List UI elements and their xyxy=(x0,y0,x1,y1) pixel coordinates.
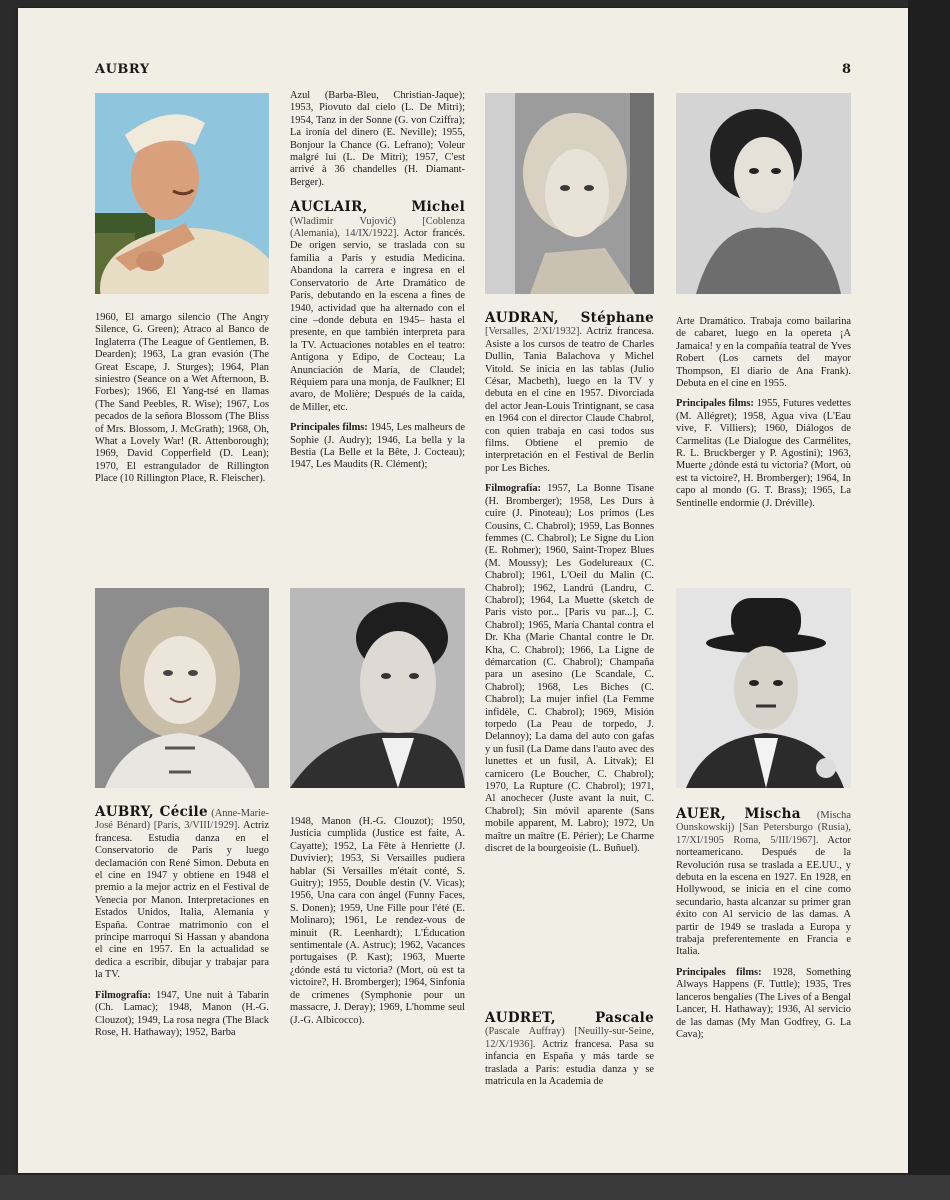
photo-audran xyxy=(485,93,654,294)
entry-text: Actriz francesa. Asiste a los cursos de teatro de Charles Dullin, Tania Balachova y Michel Vitold. Se inicia en las tablas (Julio César, Macbeth), luego en la TV y debuta en el cine en 1957. Divorciada del actor Jean-Louis Trintignant, se casa en 1964 con el director Claude Chabrol, con quien trabaja en casi todos sus films. Obtiene el premio de interpretación en el Festival de Berlín por Les Biches. xyxy=(485,326,655,474)
entry-bio: (Anne-Marie-José Bénard) [París, 3/VIII/1929]. xyxy=(95,808,269,832)
filmography-continuation: Azul (Barba-Bleu, Christian-Jaque); 1953, Piovuto dal cielo (L. De Mitri); 1954, Tanz in der Sonne (G. von Cziffra); La ironía del dinero (E. Neville); 1955, Bonjour la Chance (G. Lefrano); Voleur malgré lui (L. De Mitri); 1957, C'est arrivé à 36 chandelles (H. Diamant-Berger). xyxy=(290,90,465,188)
column-3-bottom xyxy=(485,1012,654,1091)
entry-name: AUER, Mischa xyxy=(676,806,801,822)
photo-aubry-james xyxy=(95,93,269,294)
films-text: 1957, La Bonne Tisane (H. Bromberger); 1958, Les Durs à cuire (J. Pinoteau); Los primos (Les Cousins, C. Chabrol); 1959, Las Bonnes femmes (C. Chabrol); Le Signe du Lion (E. Rohmer); 1960, Saint-Tropez Blues (M. Moussy); Les Godelureaux (C. Chabrol); 1961, L'Oeil du Malin (C. Chabrol); 1962, Landrú (Landru, C. Chabrol); 1964, La Muette (sketch de Paris visto por... [Paris vu par...], C. Chabrol); 1965, María Chantal contra el Dr. Kha (Marie Chantal contre le Dr. Kha, C. Chabrol); 1966, La Ligne de démarcation (C. Chabrol); Champaña para un asesino (Le Scandale, C. Chabrol); 1968, Les Biches (C. Chabrol); La mujer infiel (La Femme infidèle, C. Chabrol); 1969, Misión torpedo (La Peau de torpedo, J. Delannoy); La dama del auto con gafas y un fusil (La Dame dans l'auto avec des lunettes et un fusil, A. Litvak); El carnicero (Le Boucher, C. Chabrol); 1970, La Rupture (C. Chabrol); 1971, Al anochecer (Juste avant la nuit, C. Chabrol); Sin móvil aparente (Sans mobile apparent, M. Labro); 1972, Un maître un maître (E. Périer); Le Charme discret de la bourgeoisie (L. Buñuel). xyxy=(485,483,654,855)
column-3 xyxy=(485,312,654,858)
films-text: 1947, Une nuit à Tabarin (Ch. Lamac); 1948, Manon (H.-G. Clouzot); 1949, La rosa negra (The Black Rose, H. Hathaway); 1952, Barba xyxy=(95,989,269,1038)
column-4-bottom xyxy=(676,808,851,1044)
column-2-bottom xyxy=(290,816,465,1030)
column-1-bottom xyxy=(95,806,269,1042)
entry-text: Actor francés. De origen servio, se traslada con su familia a París y estudia Medicina. Abandona la carrera e ingresa en el Conservatorio de Arte Dramático de París, debutando en la escena a fines de 1940, actividad que ha alternado con el cine –donde debuta en 1945– hasta el presente, en que también interpreta para la TV. Actuaciones notables en el teatro: Antigona y Edipo, de Cocteau; La Anunciación de María, de Claudel; Réquiem para una monja, de Faulkner; El avaro, de Molière; Después de la caída, de Miller, etc. xyxy=(290,228,465,413)
column-2-top xyxy=(290,90,465,475)
page-number: 8 xyxy=(842,62,852,77)
photo-auer xyxy=(676,588,851,788)
entry-name: AUBRY, Cécile xyxy=(95,804,208,820)
entry-name: AUCLAIR, Michel xyxy=(290,199,465,216)
entry-name: AUDRAN, Stéphane xyxy=(485,310,654,326)
running-header: AUBRY xyxy=(95,62,150,77)
photo-auclair xyxy=(290,588,465,788)
entry-bio: (Mischa Ounskowskij) [San Petersburgo (Rusia), 17/XI/1905 Roma, 5/III/1967]. xyxy=(676,810,851,846)
entry-bio: [Versalles, 2/XI/1932]. xyxy=(485,326,583,338)
entry-text: Arte Dramático. Trabaja como bailarina de cabaret, luego en la opereta ¡A Jamaica! y en la compañía teatral de Yves Robert (Los carnets del mayor Thompson, El diario de Ana Frank). Debuta en el cine en 1955. xyxy=(676,316,851,390)
films-text: 1945, Les malheurs de Sophie (J. Audry); 1946, La bella y la Bestia (La Belle et la Bête, J. Cocteau); 1947, Les Maudits (R. Clément); xyxy=(290,422,465,471)
entry-films xyxy=(95,990,269,1040)
entry-aubry-cecile xyxy=(95,806,269,982)
entry-films xyxy=(485,483,654,855)
entry-name: AUDRET, Pascale xyxy=(485,1010,654,1026)
photo-arnoul xyxy=(676,93,851,294)
films-text: 1955, Futures vedettes (M. Allégret); 1958, Agua viva (L'Eau vive, F. Villiers); 1960, Diálogos de Carmelitas (Le Dialogue des Carmélites, R. L. Bruckberger y P. Agostini); 1963, Muerte ¿dónde está tu victoria? (Mort, où est ta victoire?, H. Bromberger); 1964, In capo al mondo (G. T. Brass); 1965, La Sentinelle endormie (J. Dréville). xyxy=(676,398,851,509)
entry-auclair xyxy=(290,201,465,414)
entry-text: Actriz francesa. Pasa su infancia en España y más tarde se traslada a París: estudia danza y se matricula en la Academia de xyxy=(485,1038,654,1088)
entry-films xyxy=(676,967,851,1041)
films-label: Principales films: xyxy=(676,966,762,978)
entry-audret xyxy=(485,1012,654,1088)
filmography-text: 1960, El amargo silencio (The Angry Silence, G. Green); Atraco al Banco de Inglaterra (The League of Gentlemen, B. Dearden); 1963, La gran evasión (The Great Escape, J. Sturges); 1964, Plan siniestro (Seance on a Wet Afternoon, B. Forbes); 1966, El Yang-tsé en llamas (The Sand Peebles, R. Wise); 1967, Los pecados de la señora Blossom (The Bliss of Mrs. Blossom, J. McGrath); 1968, Oh, What a Lovely War! (R. Attenborough); 1969, David Copperfield (D. Lean); 1970, El estrangulador de Rillington Place (10 Rillington Place, R. Fleischer). xyxy=(95,312,269,485)
films-text: 1928, Something Always Happens (F. Tuttle); 1935, Tres lanceros bengalíes (The Lives of a Bengal Lancer, H. Hathaway); 1936, Al servicio de las damas (My Man Godfrey, G. La Cava); xyxy=(676,966,851,1040)
scan-background-right xyxy=(908,0,950,1200)
column-4-top xyxy=(676,316,851,513)
entry-bio: (Wladimir Vujović) [Coblenza (Alemania), 14/IX/1922]. xyxy=(290,215,465,240)
films-label: Principales films: xyxy=(290,422,368,434)
entry-text: Actriz francesa. Estudia danza en el Conservatorio de París y luego declamación con René Simon. Debuta en el cine en 1947 y obtiene en 1948 el premio a la mejor actriz en el Festival de Venecia por Manon. Interpretaciones en Estados Unidos, Italia, Alemania y España. Contrae matrimonio con el príncipe marroquí Si Hassan y abandona el cine en 1957. En la actualidad se dedica a escribir, dibujar y trabajar para la TV. xyxy=(95,820,269,981)
filmography-continuation: 1948, Manon (H.-G. Clouzot); 1950, Justicia cumplida (Justice est faite, A. Cayatte); 1952, La Fête à Henriette (J. Duvivier); 1953, Si Versailles pudiera hablar (Si Versailles m'était conté, S. Guitry); 1955, Double destin (V. Vicas); 1956, Una cara con ángel (Funny Faces, S. Donen); 1959, Une Fille pour l'été (E. Molinaro); 1961, Le rendez-vous de minuit (R. Leenhardt); L'Éducation sentimentale (A. Astruc); 1962, Vacances portugaises (P. Kast); 1963, Muerte ¿dónde está tu victoria? (Mort, où est ta victoire?, H. Bromberger); 1964, Sinfonía de crímenes (Symphonie pour un massacre, J. Deray); 1969, L'homme seul (J.-G. Albicocco). xyxy=(290,816,465,1026)
films-label: Filmografía: xyxy=(485,483,541,495)
films-label: Principales films: xyxy=(676,398,754,410)
films-label: Filmografía: xyxy=(95,989,151,1001)
aubry-james-filmography xyxy=(95,312,269,489)
photo-aubry-cecile xyxy=(95,588,269,788)
scan-background-bottom xyxy=(0,1175,950,1200)
entry-text: Actor norteamericano. Después de la Revolución rusa se traslada a EE.UU., y debuta en la escena en 1927. En 1928, en Hollywood, se inicia en el cine como secundario, hasta alcanzar su primer gran éxito con Al servicio de las damas. A partir de 1949 se traslada a Europa y trabaja preferentemente en Francia e Italia. xyxy=(676,834,851,958)
entry-audran xyxy=(485,312,654,475)
entry-auer xyxy=(676,808,851,959)
entry-bio: (Pascale Auffray) [Neuilly-sur-Seine, 12/X/1936]. xyxy=(485,1026,654,1050)
entry-films xyxy=(290,422,465,472)
entry-films xyxy=(676,398,851,510)
